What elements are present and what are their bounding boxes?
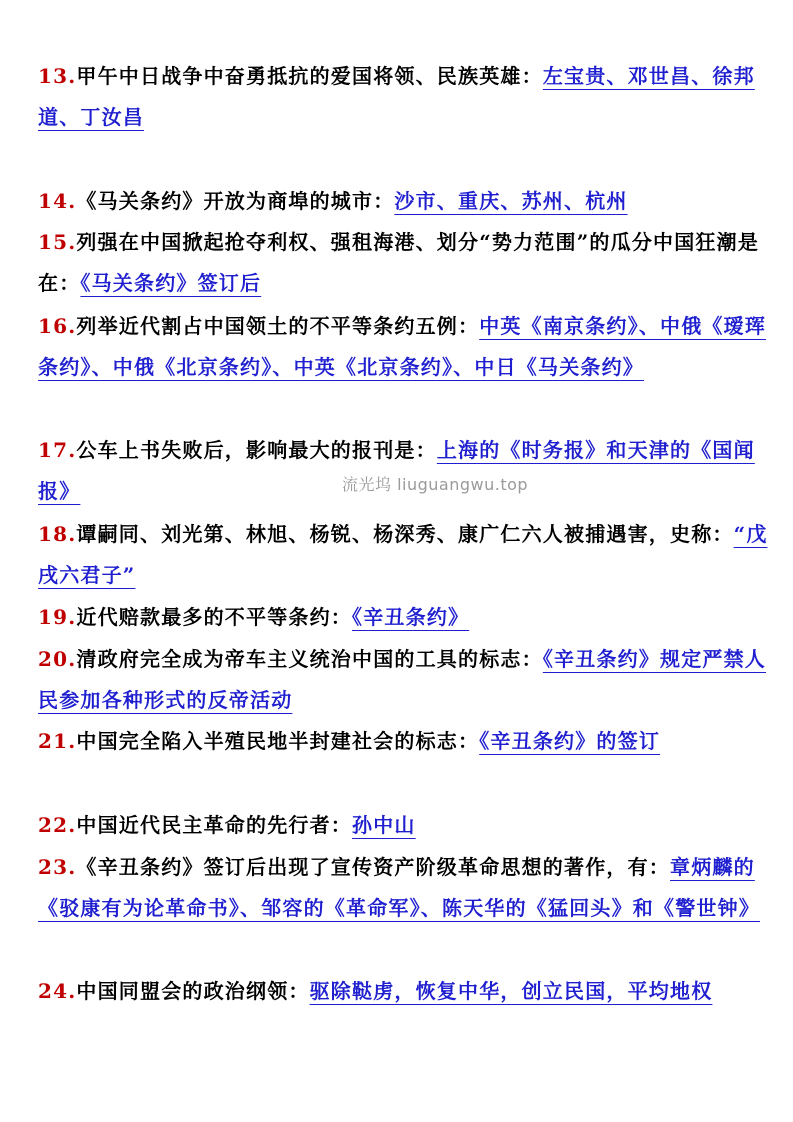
item-number: 18 bbox=[38, 522, 69, 546]
item-number: 24 bbox=[38, 979, 69, 1003]
list-item-15 bbox=[38, 222, 780, 304]
item-number: 16 bbox=[38, 314, 69, 338]
watermark-text: 流光坞 liuguangwu.top bbox=[342, 475, 529, 494]
list-item-13 bbox=[38, 56, 780, 138]
item-question: 中国近代民主革命的先行者： bbox=[76, 813, 353, 837]
list-item-17 bbox=[38, 430, 780, 512]
item-answer: 《辛丑条约》规定严禁人民参加各种形式的反帝活动 bbox=[38, 647, 767, 712]
item-question: 谭嗣同、刘光第、林旭、杨锐、杨深秀、康广仁六人被捕遇害，史称： bbox=[76, 522, 734, 546]
list-item-24 bbox=[38, 971, 780, 1012]
item-dot: . bbox=[68, 605, 77, 629]
item-question: 中国同盟会的政治纲领： bbox=[76, 979, 310, 1003]
item-number: 22 bbox=[38, 813, 69, 837]
list-item-21 bbox=[38, 721, 780, 762]
item-dot: . bbox=[68, 647, 77, 671]
item-question: 清政府完全成为帝车主义统治中国的工具的标志： bbox=[76, 647, 543, 671]
item-question: 中国完全陷入半殖民地半封建社会的标志： bbox=[76, 729, 480, 753]
item-number: 23 bbox=[38, 855, 69, 879]
item-dot: . bbox=[68, 314, 77, 338]
item-dot: . bbox=[68, 729, 77, 753]
item-answer: 孙中山 bbox=[352, 813, 416, 837]
item-question: 《辛丑条约》签订后出现了宣传资产阶级革命思想的著作，有： bbox=[76, 855, 671, 879]
item-number: 20 bbox=[38, 647, 69, 671]
item-answer: 沙市、重庆、苏州、杭州 bbox=[394, 189, 628, 213]
item-number: 13 bbox=[38, 64, 69, 88]
item-answer: 左宝贵、邓世昌、徐邦道、丁汝昌 bbox=[38, 64, 755, 129]
item-answer: 中英《南京条约》、中俄《瑷珲条约》、中俄《北京条约》、中英《北京条约》、中日《马关条约》 bbox=[38, 314, 767, 379]
item-dot: . bbox=[68, 979, 77, 1003]
item-answer: 《辛丑条约》 bbox=[352, 605, 470, 629]
item-question: 列举近代割占中国领土的不平等条约五例： bbox=[76, 314, 480, 338]
list-item-18 bbox=[38, 514, 780, 596]
item-number: 14 bbox=[38, 189, 69, 213]
item-answer: 章炳麟的《驳康有为论革命书》、邹容的《革命军》、陈天华的《猛回头》和《警世钟》 bbox=[38, 855, 760, 920]
item-dot: . bbox=[68, 813, 77, 837]
item-answer: 《辛丑条约》的签订 bbox=[479, 729, 661, 753]
item-answer: “戊戌六君子” bbox=[38, 522, 768, 587]
list-item-14 bbox=[38, 181, 780, 222]
item-question: 《马关条约》开放为商埠的城市： bbox=[76, 189, 395, 213]
item-question: 公车上书失败后，影响最大的报刊是： bbox=[76, 438, 437, 462]
item-answer: 上海的《时务报》和天津的《国闻报》 bbox=[38, 438, 755, 503]
item-number: 21 bbox=[38, 729, 69, 753]
list-item-20 bbox=[38, 639, 780, 721]
item-number: 15 bbox=[38, 230, 69, 254]
item-dot: . bbox=[68, 64, 77, 88]
list-item-16 bbox=[38, 306, 780, 388]
item-question: 列强在中国掀起抢夺利权、强租海港、划分“势力范围”的瓜分中国狂潮是在： bbox=[38, 230, 760, 295]
item-question: 近代赔款最多的不平等条约： bbox=[76, 605, 353, 629]
item-dot: . bbox=[68, 438, 77, 462]
item-number: 17 bbox=[38, 438, 69, 462]
item-dot: . bbox=[68, 230, 77, 254]
item-answer: 驱除鞑虏，恢复中华，创立民国，平均地权 bbox=[309, 979, 713, 1003]
item-answer: 《马关条约》签订后 bbox=[80, 271, 262, 295]
list-item-19 bbox=[38, 597, 780, 638]
list-item-22 bbox=[38, 805, 780, 846]
item-dot: . bbox=[68, 855, 77, 879]
item-dot: . bbox=[68, 522, 77, 546]
item-dot: . bbox=[68, 189, 77, 213]
list-item-23 bbox=[38, 847, 780, 929]
item-question: 甲午中日战争中奋勇抵抗的爱国将领、民族英雄： bbox=[76, 64, 543, 88]
item-number: 19 bbox=[38, 605, 69, 629]
